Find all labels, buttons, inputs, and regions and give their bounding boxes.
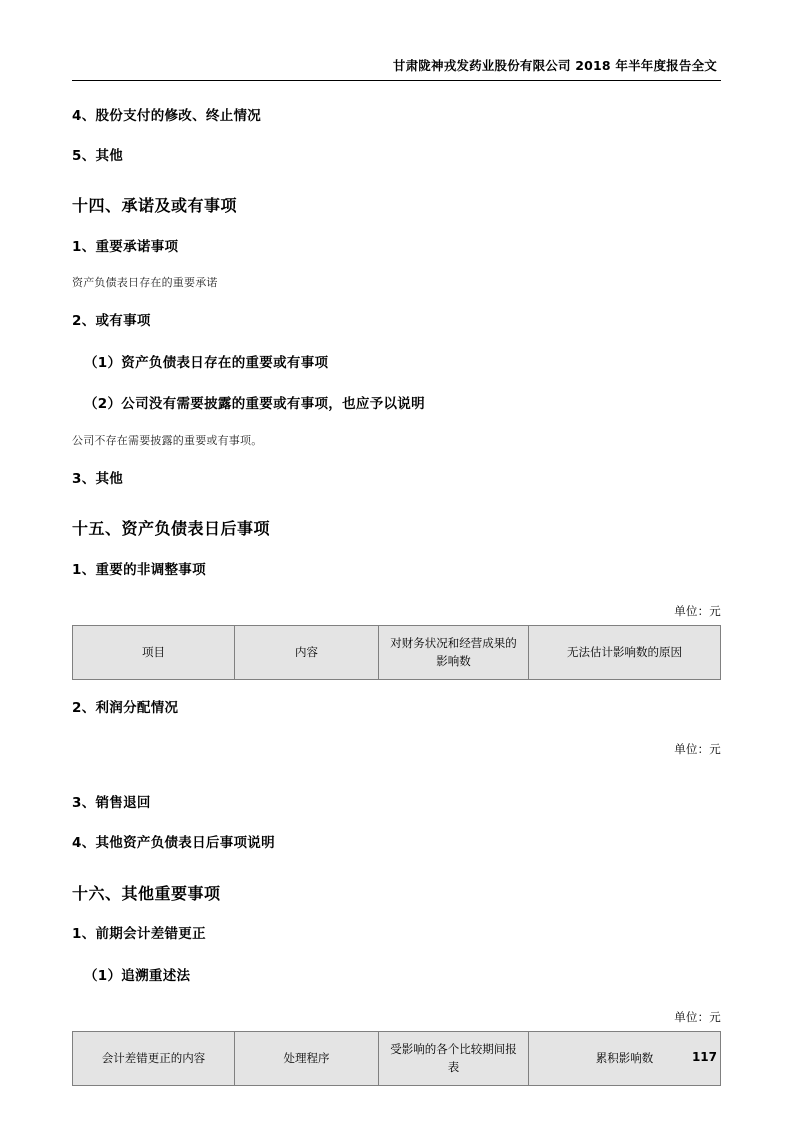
column-header-content: 内容 [235, 626, 379, 680]
column-header-correction-content: 会计差错更正的内容 [73, 1032, 235, 1086]
table-header-row [73, 626, 721, 680]
heading-16-1-1: （1）追溯重述法 [84, 967, 191, 984]
table-header-row [73, 1032, 721, 1086]
text-14-2-2: 公司不存在需要披露的重要或有事项。 [72, 433, 263, 447]
heading-15-3: 3、销售退回 [72, 795, 151, 812]
heading-14-2: 2、或有事项 [72, 313, 151, 330]
spacer [72, 757, 721, 775]
heading-15-2: 2、利润分配情况 [72, 699, 179, 716]
heading-14-2-1: （1）资产负债表日存在的重要或有事项 [84, 354, 329, 371]
column-header-impact: 对财务状况和经营成果的影响数 [378, 626, 528, 680]
page-content [72, 88, 721, 1086]
column-header-procedure: 处理程序 [235, 1032, 379, 1086]
heading-section-15: 十五、资产负债表日后事项 [72, 519, 271, 539]
heading-15-1: 1、重要的非调整事项 [72, 561, 206, 578]
table-error-correction [72, 1031, 721, 1086]
unit-label-1: 单位：元 [674, 604, 721, 619]
heading-14-3: 3、其他 [72, 470, 124, 487]
heading-15-4: 4、其他资产负债表日后事项说明 [72, 835, 275, 851]
heading-14-1: 1、重要承诺事项 [72, 238, 179, 255]
column-header-cumulative-impact: 累积影响数 [528, 1032, 720, 1086]
heading-section-14: 十四、承诺及或有事项 [72, 196, 238, 216]
heading-16-1: 1、前期会计差错更正 [72, 926, 206, 943]
table-non-adjusting-events [72, 625, 721, 680]
column-header-item: 项目 [73, 626, 235, 680]
heading-section-16: 十六、其他重要事项 [72, 883, 221, 903]
text-14-1: 资产负债表日存在的重要承诺 [72, 276, 218, 290]
column-header-affected-periods: 受影响的各个比较期间报表 [378, 1032, 528, 1086]
heading-14-2-2: （2）公司没有需要披露的重要或有事项，也应予以说明 [84, 396, 425, 413]
page-header: 甘肃陇神戎发药业股份有限公司 2018 年半年度报告全文 [392, 58, 717, 73]
column-header-reason: 无法估计影响数的原因 [528, 626, 720, 680]
header-divider [72, 80, 721, 81]
heading-item-5: 5、其他 [72, 147, 124, 164]
unit-label-2: 单位：元 [674, 742, 721, 757]
page-number: 117 [691, 1050, 717, 1064]
unit-label-3: 单位：元 [674, 1010, 721, 1025]
heading-item-4: 4、股份支付的修改、终止情况 [72, 108, 262, 124]
